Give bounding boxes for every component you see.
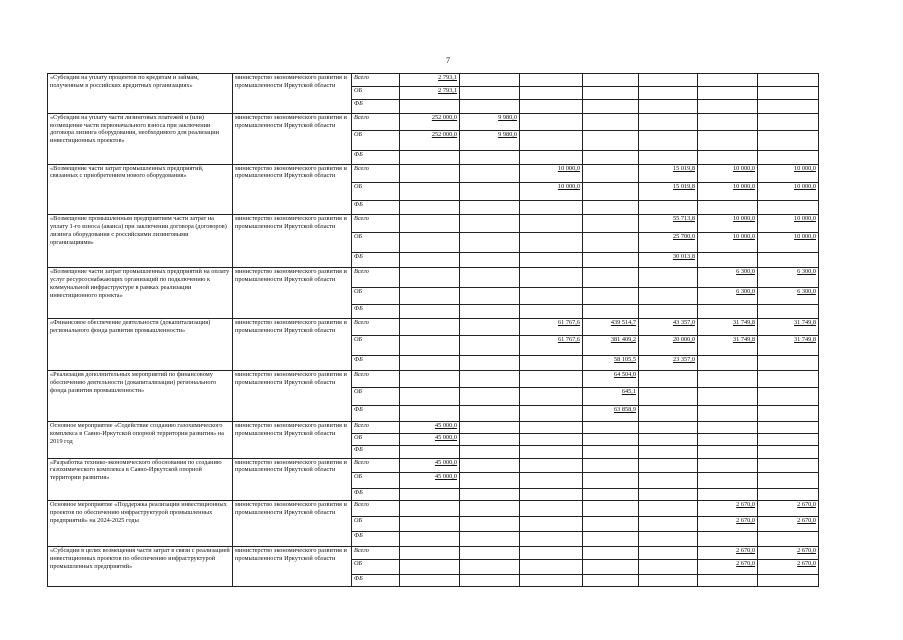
amount-cell: 2 670,0 [758,516,819,531]
funding-source: ФБ [352,531,400,546]
amount-cell [583,87,639,100]
amount-cell: 45 000,0 [400,458,460,472]
funding-source: ОБ [352,87,400,100]
amount-cell [460,574,520,586]
amount-cell: 61 767,6 [520,319,583,336]
funding-source: ФБ [352,304,400,318]
amount-cell [639,405,698,421]
funding-source: ФБ [352,253,400,268]
amount-cell: 6 300,0 [698,287,758,304]
amount-cell [400,516,460,531]
amount-cell: 63 858,9 [583,405,639,421]
amount-cell: 252 000,0 [400,130,460,150]
amount-cell: 45 000,0 [400,434,460,446]
measure-name: «Финансовое обеспечение деятельности (докапитализация) регионального фонда развития промышленности» [48,319,233,371]
amount-cell [698,489,758,501]
amount-cell: 2 670,0 [698,516,758,531]
amount-cell [639,287,698,304]
funding-source: ФБ [352,201,400,215]
amount-cell [639,547,698,560]
amount-cell [698,100,758,113]
amount-cell [583,501,639,516]
amount-cell: 6 300,0 [698,268,758,287]
amount-cell [698,574,758,586]
amount-cell [639,304,698,318]
amount-cell [758,355,819,370]
amount-cell [520,215,583,232]
amount-cell [400,201,460,215]
amount-cell: 31 749,8 [758,319,819,336]
page-number: 7 [446,56,450,65]
amount-cell: 645,1 [583,388,639,405]
amount-cell: 64 504,0 [583,371,639,388]
amount-cell [639,421,698,433]
amount-cell [460,336,520,355]
amount-cell [400,531,460,546]
funding-source: Всего [352,501,400,516]
table-row [48,268,819,287]
table-row [48,371,819,388]
amount-cell: 10 000,0 [758,232,819,252]
amount-cell [583,304,639,318]
amount-cell [460,151,520,164]
funding-source: Всего [352,421,400,433]
amount-cell [460,87,520,100]
executor-name: министерство экономического развития и промышленности Иркутской области [233,268,352,319]
amount-cell: 6 300,0 [758,268,819,287]
table-row [48,74,819,87]
amount-cell [520,304,583,318]
amount-cell [520,355,583,370]
amount-cell [698,151,758,164]
amount-cell [400,388,460,405]
amount-cell: 2 670,0 [758,560,819,574]
amount-cell [639,130,698,150]
amount-cell [400,560,460,574]
amount-cell: 2 670,0 [698,560,758,574]
amount-cell: 10 000,0 [698,232,758,252]
amount-cell [460,215,520,232]
funding-source: ОБ [352,472,400,488]
amount-cell [400,446,460,458]
amount-cell [639,87,698,100]
amount-cell [520,74,583,87]
amount-cell: 15 019,8 [639,182,698,200]
funding-source: ФБ [352,405,400,421]
amount-cell [639,434,698,446]
funding-source: Всего [352,74,400,87]
amount-cell [758,100,819,113]
amount-cell [583,446,639,458]
amount-cell: 61 767,6 [520,336,583,355]
amount-cell [758,130,819,150]
amount-cell [583,516,639,531]
amount-cell [758,388,819,405]
amount-cell: 2 793,1 [400,74,460,87]
amount-cell [639,371,698,388]
amount-cell [639,531,698,546]
budget-table [47,73,819,587]
amount-cell [758,472,819,488]
measure-name: «Реализация дополнительных мероприятий по финансовому обеспечению деятельности (докапитализации) регионального фонда развития промышленности» [48,371,233,422]
amount-cell [639,151,698,164]
amount-cell [583,287,639,304]
amount-cell [583,547,639,560]
amount-cell [520,151,583,164]
amount-cell [400,547,460,560]
amount-cell [758,531,819,546]
amount-cell [400,287,460,304]
amount-cell [758,201,819,215]
measure-name: «Субсидии на уплату процентов по кредитам и займам, полученным в российских кредитных организациях» [48,74,233,114]
funding-source: ОБ [352,336,400,355]
funding-source: Всего [352,547,400,560]
amount-cell [460,446,520,458]
amount-cell: 31 749,8 [698,319,758,336]
amount-cell: 252 000,0 [400,113,460,130]
amount-cell [400,304,460,318]
amount-cell [460,304,520,318]
amount-cell [520,516,583,531]
amount-cell [460,355,520,370]
amount-cell [583,113,639,130]
amount-cell: 2 670,0 [698,547,758,560]
amount-cell [520,100,583,113]
funding-source: ОБ [352,182,400,200]
amount-cell: 439 514,7 [583,319,639,336]
amount-cell [520,560,583,574]
amount-cell [583,232,639,252]
executor-name: министерство экономического развития и промышленности Иркутской области [233,458,352,501]
amount-cell [520,501,583,516]
amount-cell: 10 000,0 [758,182,819,200]
amount-cell [698,371,758,388]
executor-name: министерство экономического развития и промышленности Иркутской области [233,421,352,458]
amount-cell [698,113,758,130]
amount-cell: 10 000,0 [698,164,758,182]
amount-cell: 31 749,8 [758,336,819,355]
funding-source: ФБ [352,574,400,586]
amount-cell [460,287,520,304]
table-row [48,113,819,130]
amount-cell: 43 357,0 [639,319,698,336]
amount-cell [698,201,758,215]
amount-cell [400,336,460,355]
amount-cell [758,405,819,421]
amount-cell [698,405,758,421]
amount-cell [460,268,520,287]
funding-source: Всего [352,215,400,232]
amount-cell: 10 000,0 [520,164,583,182]
amount-cell [583,130,639,150]
amount-cell [698,253,758,268]
funding-source: ОБ [352,516,400,531]
funding-source: Всего [352,164,400,182]
amount-cell [698,355,758,370]
measure-name: «Возмещение части затрат промышленных предприятий на оплату услуг ресурсоснабжающих организаций по подключению к коммунальной инфраструктуре в рамках реализации инвестиционного проекта» [48,268,233,319]
amount-cell: 2 670,0 [758,501,819,516]
amount-cell [460,164,520,182]
amount-cell [583,151,639,164]
amount-cell [520,472,583,488]
amount-cell [460,531,520,546]
amount-cell [758,253,819,268]
amount-cell [460,319,520,336]
executor-name: министерство экономического развития и промышленности Иркутской области [233,215,352,268]
funding-source: ОБ [352,130,400,150]
amount-cell [698,472,758,488]
amount-cell [520,268,583,287]
amount-cell [400,232,460,252]
amount-cell [639,516,698,531]
amount-cell [520,489,583,501]
amount-cell [758,489,819,501]
amount-cell [639,113,698,130]
amount-cell [758,458,819,472]
executor-name: министерство экономического развития и промышленности Иркутской области [233,113,352,164]
amount-cell [698,130,758,150]
amount-cell: 55 713,8 [639,215,698,232]
amount-cell [400,164,460,182]
funding-source: ОБ [352,560,400,574]
amount-cell [460,434,520,446]
amount-cell: 10 000,0 [758,164,819,182]
amount-cell [583,531,639,546]
amount-cell [460,201,520,215]
amount-cell [520,388,583,405]
amount-cell [583,472,639,488]
amount-cell: 45 000,0 [400,421,460,433]
amount-cell [460,501,520,516]
executor-name: министерство экономического развития и промышленности Иркутской области [233,547,352,587]
amount-cell [583,164,639,182]
table-row [48,421,819,433]
amount-cell [520,434,583,446]
amount-cell [520,130,583,150]
amount-cell [583,574,639,586]
amount-cell [698,74,758,87]
funding-source: ФБ [352,355,400,370]
amount-cell [758,304,819,318]
amount-cell: 6 300,0 [758,287,819,304]
amount-cell [639,458,698,472]
table-row [48,164,819,182]
funding-source: ФБ [352,489,400,501]
amount-cell [460,560,520,574]
table-row [48,547,819,560]
amount-cell: 25 700,0 [639,232,698,252]
funding-source: ФБ [352,100,400,113]
amount-cell [460,371,520,388]
amount-cell [520,531,583,546]
amount-cell [639,501,698,516]
measure-name: «Разработка технико-экономического обоснования по созданию газохимического комплекса в Саяно-Иркутской опорной территории развития» [48,458,233,501]
amount-cell [460,458,520,472]
amount-cell [460,253,520,268]
amount-cell [758,421,819,433]
amount-cell: 45 000,0 [400,472,460,488]
amount-cell [400,215,460,232]
amount-cell: 20 000,0 [639,336,698,355]
amount-cell [400,489,460,501]
amount-cell [698,304,758,318]
amount-cell [639,74,698,87]
funding-source: ОБ [352,287,400,304]
amount-cell [698,421,758,433]
executor-name: министерство экономического развития и промышленности Иркутской области [233,319,352,371]
amount-cell [583,268,639,287]
amount-cell: 2 670,0 [758,547,819,560]
table-row [48,458,819,472]
amount-cell [698,388,758,405]
amount-cell [639,388,698,405]
amount-cell [400,319,460,336]
amount-cell [400,182,460,200]
amount-cell [460,516,520,531]
amount-cell [400,405,460,421]
funding-source: Всего [352,319,400,336]
amount-cell [758,371,819,388]
amount-cell [460,182,520,200]
amount-cell [758,87,819,100]
amount-cell [400,574,460,586]
amount-cell [583,434,639,446]
table-row [48,501,819,516]
amount-cell [583,100,639,113]
amount-cell [400,100,460,113]
amount-cell [400,371,460,388]
amount-cell [639,560,698,574]
amount-cell [758,446,819,458]
amount-cell: 2 670,0 [698,501,758,516]
amount-cell [520,253,583,268]
amount-cell [400,501,460,516]
amount-cell [400,253,460,268]
amount-cell [520,421,583,433]
amount-cell [460,547,520,560]
amount-cell: 381 409,2 [583,336,639,355]
amount-cell [758,113,819,130]
funding-source: ФБ [352,446,400,458]
amount-cell [583,74,639,87]
amount-cell [520,87,583,100]
amount-cell [520,574,583,586]
amount-cell [520,113,583,130]
funding-source: ОБ [352,232,400,252]
measure-name: «Субсидии на уплату части лизинговых платежей и (или) возмещение части первоначального взноса при заключении договора лизинга оборудования, необходимого для реализации инвестиционных проектов» [48,113,233,164]
amount-cell [758,574,819,586]
executor-name: министерство экономического развития и промышленности Иркутской области [233,74,352,114]
amount-cell [520,201,583,215]
measure-name: Основное мероприятие «Поддержка реализации инвестиционных проектов по обеспечению инфраструктурой промышленных предприятий» на 2024-2025 годы [48,501,233,547]
amount-cell [400,355,460,370]
amount-cell [520,446,583,458]
amount-cell [583,458,639,472]
amount-cell: 58 105,5 [583,355,639,370]
amount-cell: 9 980,0 [460,113,520,130]
amount-cell: 15 019,8 [639,164,698,182]
amount-cell [698,458,758,472]
measure-name: «Возмещение части затрат промышленных предприятий, связанных с приобретением нового оборудования» [48,164,233,215]
funding-source: ОБ [352,434,400,446]
measure-name: Основное мероприятие «Содействие созданию газохимического комплекса в Саяно-Иркутской опорной территории развития» на 2019 год [48,421,233,458]
amount-cell [639,472,698,488]
funding-source: Всего [352,371,400,388]
amount-cell: 30 013,8 [639,253,698,268]
amount-cell [758,74,819,87]
amount-cell [639,446,698,458]
measure-name: «Возмещение промышленным предприятиям части затрат на уплату 1-го взноса (аванса) при заключении договора (договоров) лизинга оборудования с российскими лизинговыми организациями» [48,215,233,268]
amount-cell [583,560,639,574]
amount-cell [583,201,639,215]
amount-cell [520,547,583,560]
amount-cell [583,215,639,232]
measure-name: «Субсидии в целях возмещения части затрат в связи с реализацией инвестиционных проектов по обеспечению инфраструктурой промышленных предприятий» [48,547,233,587]
amount-cell [460,100,520,113]
executor-name: министерство экономического развития и промышленности Иркутской области [233,501,352,547]
executor-name: министерство экономического развития и промышленности Иркутской области [233,164,352,215]
amount-cell [460,232,520,252]
amount-cell [520,371,583,388]
amount-cell [639,201,698,215]
amount-cell: 10 000,0 [698,182,758,200]
amount-cell [520,232,583,252]
amount-cell: 10 000,0 [698,215,758,232]
amount-cell [520,405,583,421]
funding-source: ОБ [352,388,400,405]
table-row [48,319,819,336]
amount-cell: 31 749,8 [698,336,758,355]
amount-cell: 10 000,0 [520,182,583,200]
amount-cell [698,434,758,446]
amount-cell [639,574,698,586]
amount-cell [583,421,639,433]
amount-cell [520,458,583,472]
amount-cell: 2 793,1 [400,87,460,100]
amount-cell: 10 000,0 [758,215,819,232]
amount-cell [639,489,698,501]
amount-cell [698,446,758,458]
amount-cell [583,182,639,200]
amount-cell [698,87,758,100]
funding-source: Всего [352,458,400,472]
amount-cell [460,74,520,87]
amount-cell [400,268,460,287]
executor-name: министерство экономического развития и промышленности Иркутской области [233,371,352,422]
amount-cell [460,421,520,433]
funding-source: Всего [352,113,400,130]
amount-cell [460,489,520,501]
amount-cell: 23 357,0 [639,355,698,370]
amount-cell [520,287,583,304]
amount-cell [583,489,639,501]
amount-cell [639,268,698,287]
amount-cell [758,434,819,446]
amount-cell [460,388,520,405]
amount-cell [639,100,698,113]
amount-cell [400,151,460,164]
amount-cell: 9 980,0 [460,130,520,150]
amount-cell [460,472,520,488]
funding-source: ФБ [352,151,400,164]
amount-cell [460,405,520,421]
funding-source: Всего [352,268,400,287]
amount-cell [758,151,819,164]
table-row [48,215,819,232]
amount-cell [698,531,758,546]
amount-cell [583,253,639,268]
